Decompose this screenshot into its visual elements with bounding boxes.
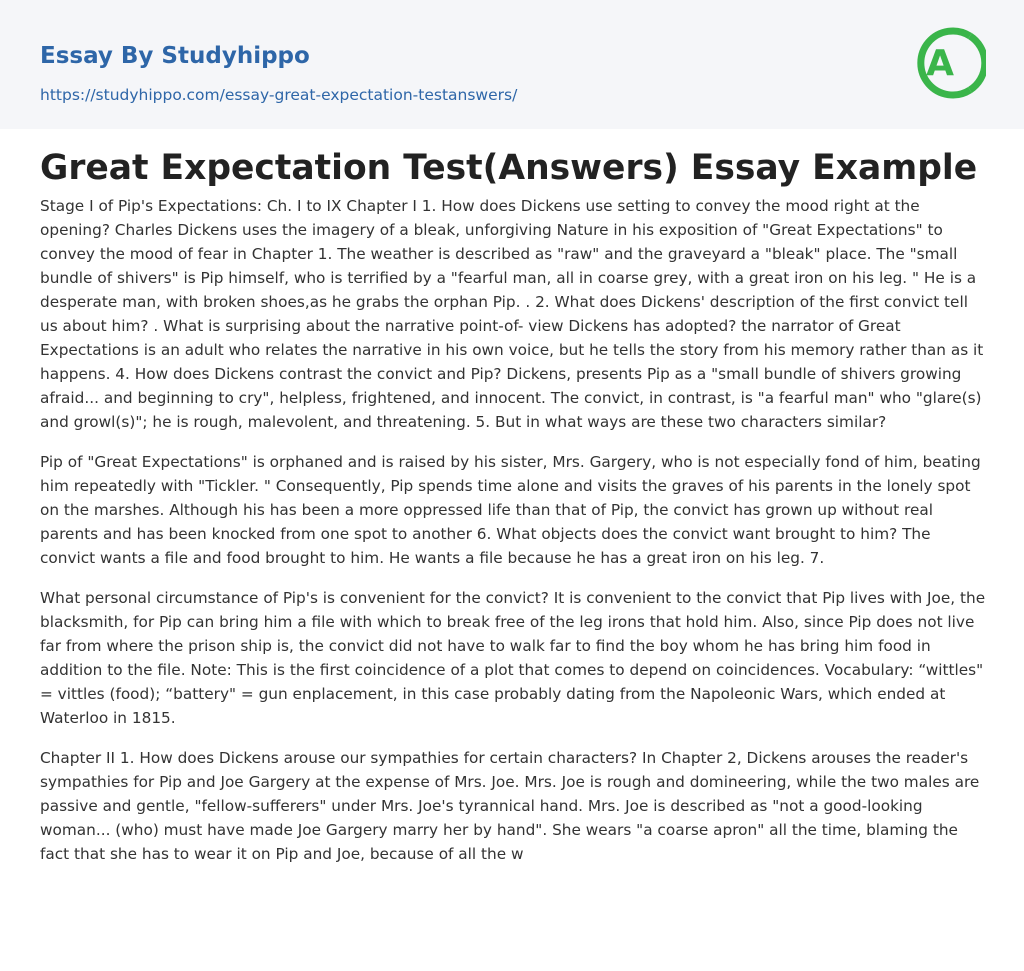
paragraph: Chapter II 1. How does Dickens arouse our sympathies for certain characters? In Chapter 2, Dickens arouses the reader's sympathies for Pip and Joe Gargery at the expense of Mrs. Joe. Mrs. Joe is rough and domineering, while the two males are passive and gentle, "fellow-sufferers" under Mrs. Joe's tyrannical hand. Mrs. Joe is described as "not a good-looking woman... (who) must have made Joe Gargery marry her by hand". She wears "a coarse apron" all the time, blaming the fact that she has to wear it on Pip and Joe, because of all the w <box>40 749 980 863</box>
article-body <box>40 194 990 882</box>
source-link[interactable]: https://studyhippo.com/essay-great-expectation-testanswers/ <box>40 86 518 104</box>
logo-letter: A <box>926 43 954 84</box>
site-title[interactable]: Essay By Studyhippo <box>40 43 310 69</box>
page-title: Great Expectation Test(Answers) Essay Example <box>40 148 978 188</box>
paragraph: What personal circumstance of Pip's is convenient for the convict? It is convenient to the convict that Pip lives with Joe, the blacksmith, for Pip can bring him a file with which to break free of the leg irons that hold him. Also, since Pip does not live far from where the prison ship is, the convict did not have to walk far to find the boy whom he has bring him food in addition to the file. Note: This is the first coincidence of a plot that comes to depend on coincidences. Vocabulary: “wittles" = vittles (food); “battery" = gun enplacement, in this case probably dating from the Napoleonic Wars, which ended at Waterloo in 1815. <box>40 589 986 727</box>
paragraph: Pip of "Great Expectations" is orphaned and is raised by his sister, Mrs. Gargery, who is not especially fond of him, beating him repeatedly with "Tickler. " Consequently, Pip spends time alone and visits the graves of his parents in the lonely spot on the marshes. Although his has been a more oppressed life than that of Pip, the convict has grown up without real parents and has been knocked from one spot to another 6. What objects does the convict want brought to him? The convict wants a file and food brought to him. He wants a file because he has a great iron on his leg. 7. <box>40 453 981 567</box>
paragraph: Stage I of Pip's Expectations: Ch. I to IX Chapter I 1. How does Dickens use setting to convey the mood right at the opening? Charles Dickens uses the imagery of a bleak, unforgiving Nature in his exposition of "Great Expectations" to convey the mood of fear in Chapter 1. The weather is described as "raw" and the graveyard a "bleak" place. The "small bundle of shivers" is Pip himself, who is terrified by a "fearful man, all in coarse grey, with a great iron on his leg. " He is a desperate man, with broken shoes,as he grabs the orphan Pip. . 2. What does Dickens' description of the first convict tell us about him? . What is surprising about the narrative point-of- view Dickens has adopted? the narrator of Great Expectations is an adult who relates the narrative in his own voice, but he tells the story from his memory rather than as it happens. 4. How does Dickens contrast the convict and Pip? Dickens, presents Pip as a "small bundle of shivers growing afraid... and beginning to cry", helpless, frightened, and innocent. The convict, in contrast, is "a fearful man" who "glare(s) and growl(s)"; he is rough, malevolent, and threatening. 5. But in what ways are these two characters similar? <box>40 197 984 431</box>
